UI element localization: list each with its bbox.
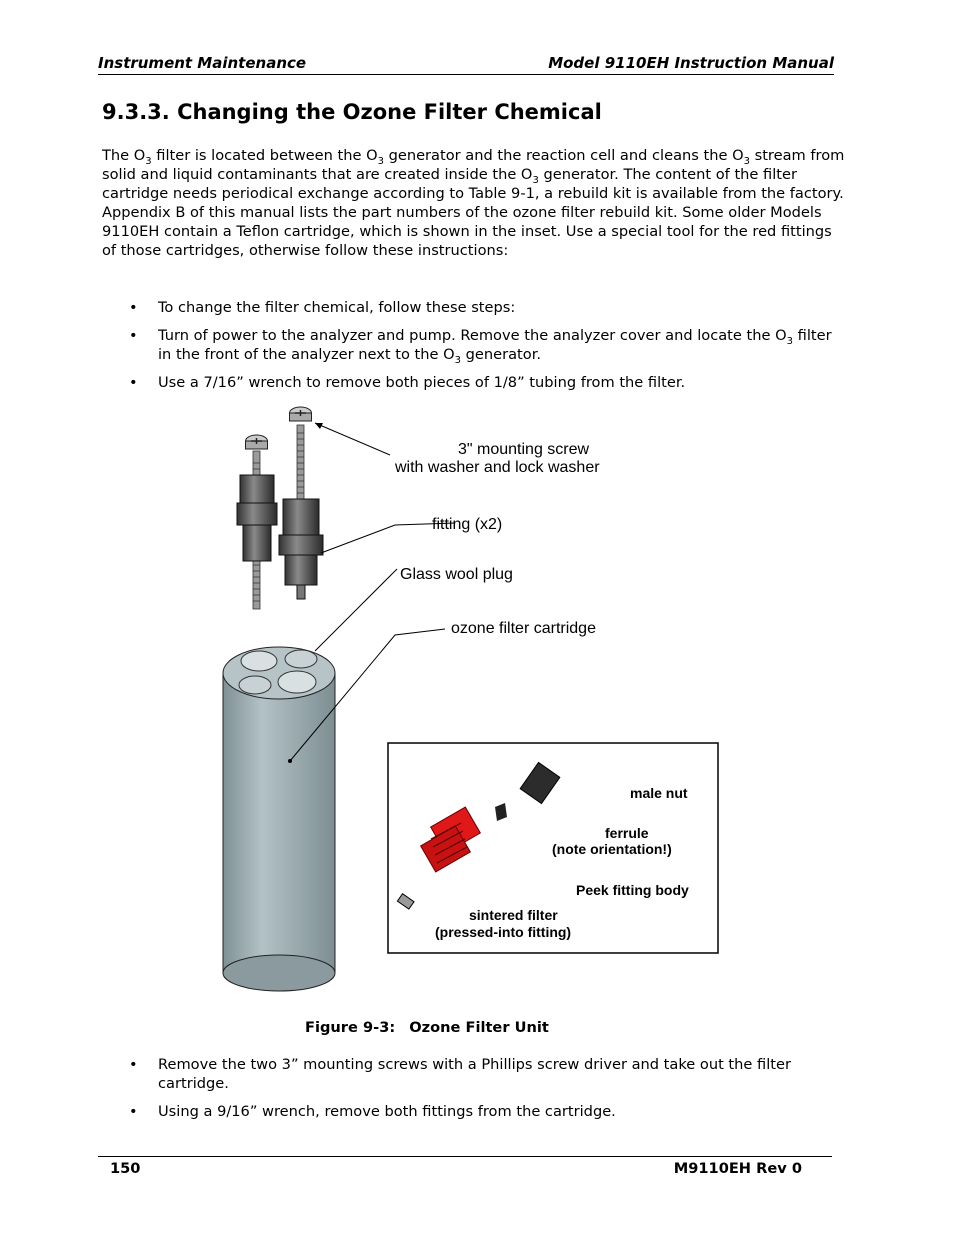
list-item (102, 1055, 848, 1093)
list-item-text: filter in the front of the analyzer next to the O (158, 327, 832, 363)
intro-paragraph (102, 146, 848, 260)
label-ferrule: ferrule (605, 825, 649, 841)
steps-list-top (102, 298, 848, 401)
section-title: 9.3.3. Changing the Ozone Filter Chemical (102, 100, 602, 124)
list-item-text: Using a 9/16” wrench, remove both fittings from the cartridge. (158, 1103, 616, 1120)
list-item-text: Remove the two 3” mounting screws with a Phillips screw driver and take out the filter cartridge. (158, 1056, 791, 1092)
label-peek: Peek fitting body (576, 882, 689, 898)
list-item-text: Turn of power to the analyzer and pump. Remove the analyzer cover and locate the O (158, 327, 787, 344)
subscript: 3 (786, 335, 793, 347)
figure-caption (305, 1019, 549, 1036)
intro-text: The O (102, 147, 146, 164)
label-glass-wool: Glass wool plug (400, 566, 513, 583)
figure-title: Ozone Filter Unit (409, 1019, 549, 1036)
label-cartridge: ozone filter cartridge (451, 620, 596, 637)
label-sintered-detail: (pressed-into fitting) (435, 924, 572, 940)
header-chapter: Instrument Maintenance (98, 54, 307, 72)
label-fitting: fitting (x2) (432, 516, 503, 533)
fitting-left (237, 475, 277, 561)
list-item (102, 298, 848, 317)
list-item-text: generator. (461, 346, 542, 363)
label-male-nut: male nut (630, 785, 688, 801)
label-sintered: sintered filter (469, 907, 558, 923)
subscript: 3 (377, 155, 384, 167)
list-item (102, 373, 848, 392)
intro-text: stream from solid and liquid contaminants that are created inside the O (102, 147, 845, 183)
subscript: 3 (454, 354, 461, 366)
label-screw-detail: with washer and lock washer (395, 459, 600, 476)
intro-text: generator. The content of the filter cartridge needs periodical exchange according to Table 9-1, a rebuild kit is available from the factory. Appendix B of this manual lists the part numbers of the ozone filter rebuild kit. Some older Models 9110EH contain a Teflon cartridge, which is shown in the inset. Use a special tool for the red fittings of those cartridges, otherwise follow these instructions: (102, 166, 844, 259)
list-item (102, 326, 848, 364)
figure-number: Figure 9-3: (305, 1019, 396, 1036)
page-footer (98, 1156, 832, 1177)
ozone-filter-figure (215, 403, 735, 995)
intro-text: generator and the reaction cell and cleans the O (383, 147, 744, 164)
label-ferrule-note: (note orientation!) (552, 841, 672, 857)
subscript: 3 (743, 155, 750, 167)
document-revision: M9110EH Rev 0 (673, 1160, 802, 1177)
steps-list-bottom (102, 1055, 848, 1130)
subscript: 3 (532, 174, 539, 186)
header-manual-title: Model 9110EH Instruction Manual (548, 54, 834, 72)
ozone-filter-cartridge (223, 647, 335, 991)
subscript: 3 (145, 155, 152, 167)
intro-text: filter is located between the O (151, 147, 378, 164)
fitting-right (279, 499, 323, 599)
page-number: 150 (110, 1160, 141, 1177)
list-item-text: Use a 7/16” wrench to remove both pieces of 1/8” tubing from the filter. (158, 374, 686, 391)
list-item-text: To change the filter chemical, follow these steps: (158, 299, 516, 316)
label-screw: 3" mounting screw (458, 441, 590, 458)
list-item (102, 1102, 848, 1121)
page-header (98, 52, 834, 75)
